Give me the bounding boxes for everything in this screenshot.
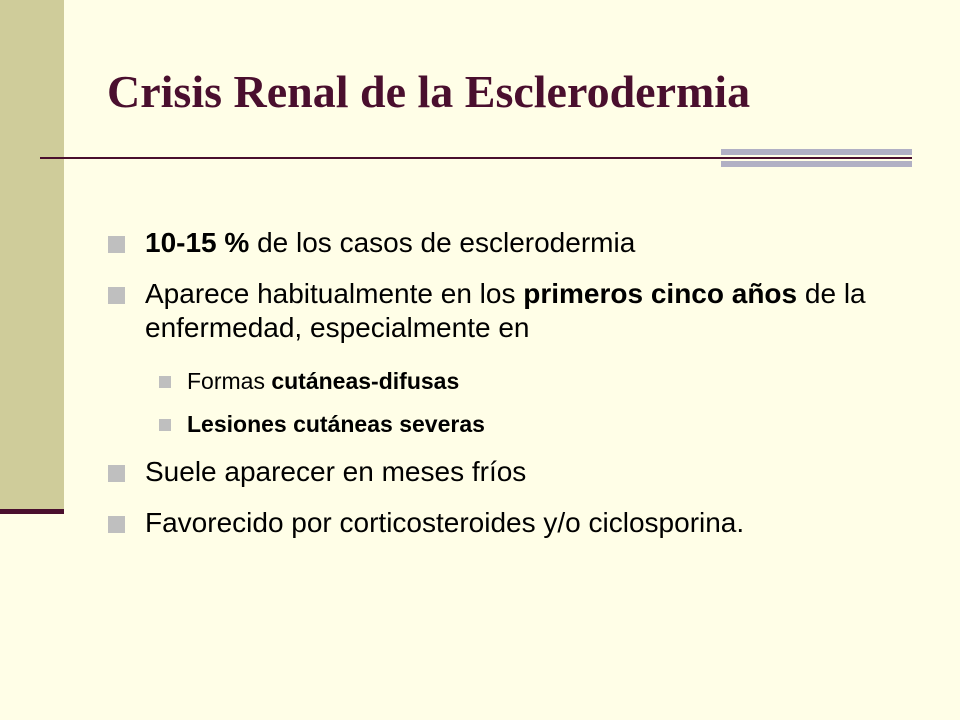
bullet-item [145,226,935,260]
sub-bullet-text: Formas [187,368,272,394]
sub-bullet-item [187,410,927,438]
bullet-text: de los casos de esclerodermia [249,227,636,258]
square-bullet-icon [108,516,125,533]
bullet-bold-text: primeros cinco años [523,278,798,309]
sub-bullet-bold-text: cutáneas-difusas [271,368,460,394]
bullet-text: de la enfermedad, especialmente en [145,278,866,343]
small-square-bullet-icon [159,376,171,388]
bullet-text: Favorecido por corticosteroides y/o ciclosporina. [145,507,745,538]
square-bullet-icon [108,287,125,304]
bullet-bold-text: 10-15 % [145,227,250,258]
small-square-bullet-icon [159,419,171,431]
bullet-item [145,277,935,345]
sub-bullet-bold-text: Lesiones cutáneas severas [187,411,485,437]
bullet-item [145,455,935,489]
slide-title: Crisis Renal de la Esclerodermia [107,66,751,117]
bullet-text: Aparece habitualmente en los [145,278,524,309]
sub-bullet-item [187,367,927,395]
square-bullet-icon [108,236,125,253]
bullet-text: Suele aparecer en meses fríos [145,456,527,487]
bullet-item [145,506,745,540]
square-bullet-icon [108,465,125,482]
